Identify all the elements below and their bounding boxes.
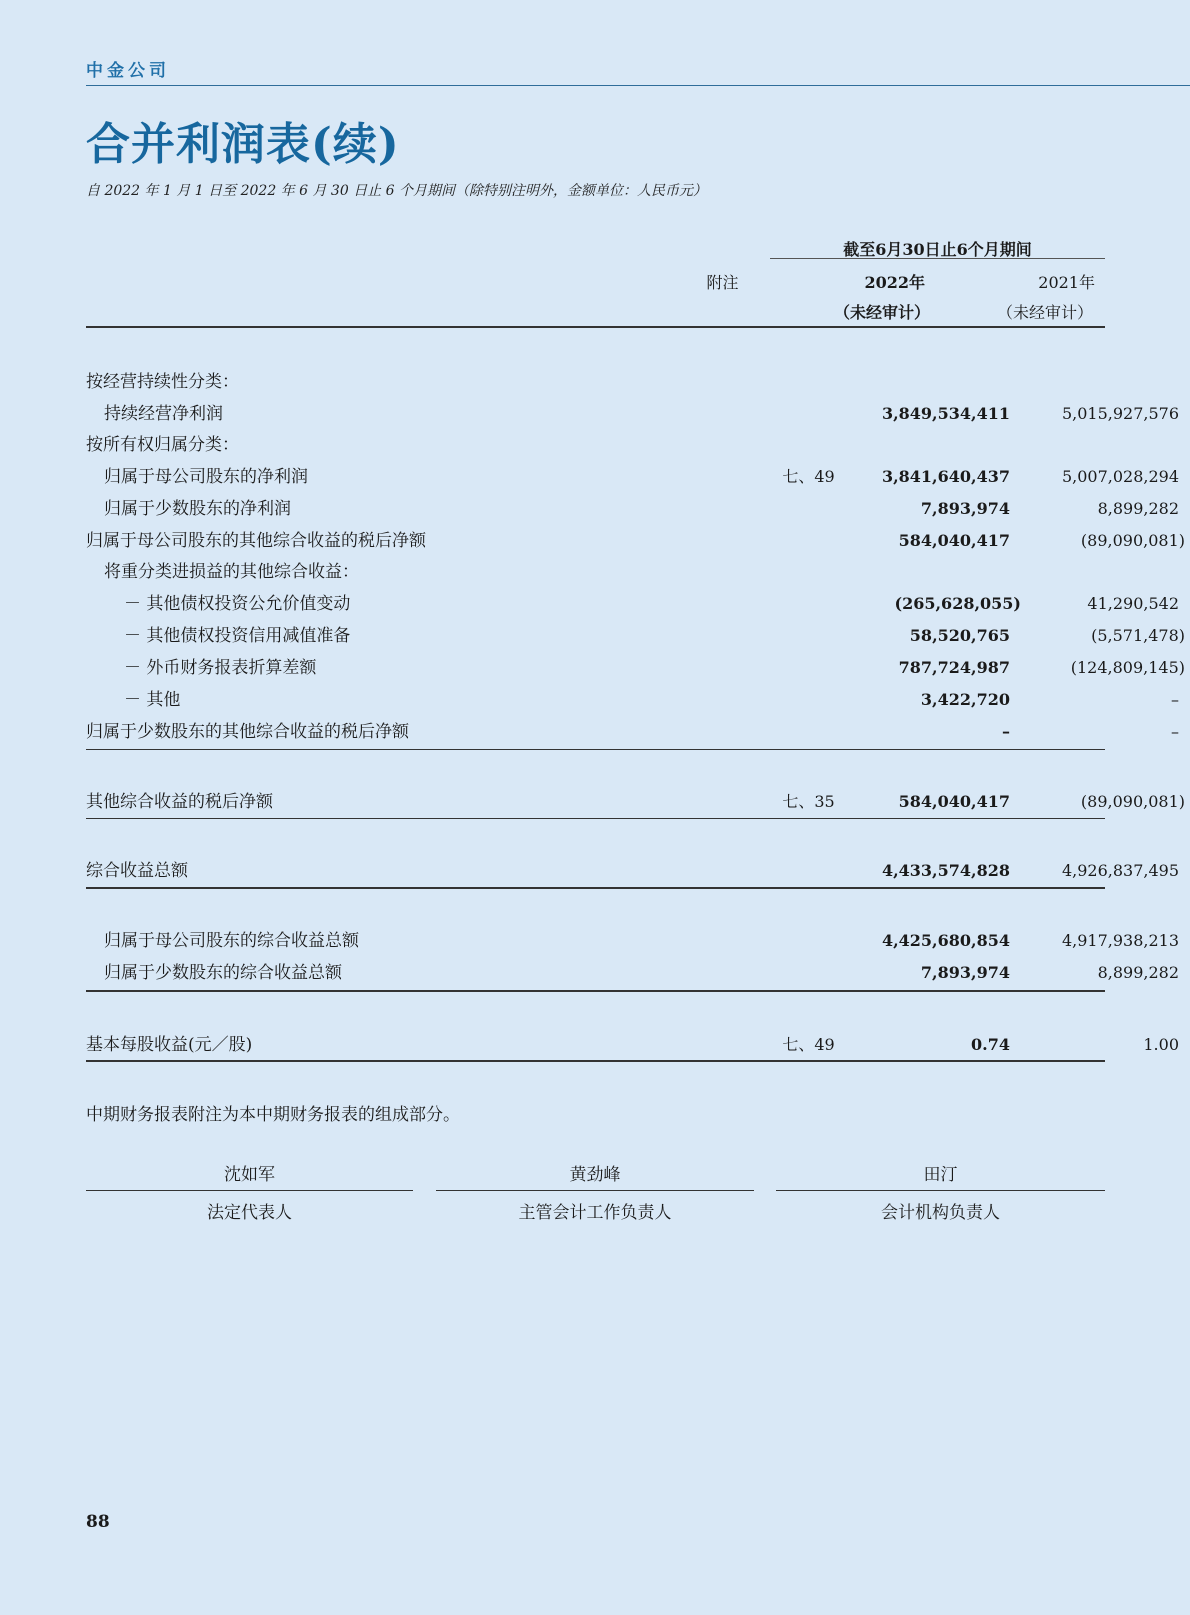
row-value-2022: 4,425,680,854 [881,931,1010,950]
table-row [86,654,1185,682]
column-header-period: 截至6月30日止6个月期间 [843,240,1032,259]
header-divider [86,326,1105,328]
table-row [86,718,1179,746]
column-header-audit-2022: （未经审计） [833,303,930,322]
table-row [86,368,1105,396]
row-label: 归属于少数股东的综合收益总额 [104,963,342,983]
table-row [86,959,1179,987]
row-label: 综合收益总额 [86,861,188,881]
section-divider [86,749,1105,750]
top-divider [86,85,1190,86]
page-number: 88 [86,1512,110,1532]
row-label: 其他综合收益的税后净额 [86,792,273,812]
row-value-2022: 4,433,574,828 [881,861,1010,880]
row-value-2022: 3,841,640,437 [881,467,1010,486]
row-label: － 外币财务报表折算差额 [124,658,317,678]
row-value-2021: (89,090,081) [1080,531,1185,550]
row-value-2022: 584,040,417 [898,792,1010,811]
row-value-2021: 4,917,938,213 [1061,931,1179,950]
signature-line [436,1190,754,1191]
row-value-2021: (124,809,145) [1070,658,1185,677]
table-row [86,622,1185,650]
company-name: 中金公司 [86,61,170,81]
table-row [86,431,1105,459]
row-value-2022: – [1002,722,1010,741]
row-value-2022: (265,628,055) [894,594,1021,613]
row-value-2021: 1.00 [1143,1035,1179,1054]
table-row [86,400,1179,428]
table-row [86,558,1105,586]
table-row [86,590,1179,618]
row-label: 基本每股收益(元／股) [86,1035,253,1055]
section-divider [86,887,1105,889]
signature-line [776,1190,1105,1191]
row-note: 七、35 [782,792,835,811]
row-value-2021: (5,571,478) [1091,626,1185,645]
row-label: 按经营持续性分类： [86,372,239,392]
row-value-2022: 58,520,765 [909,626,1010,645]
row-value-2021: 5,015,927,576 [1061,404,1179,423]
column-header-year-2021: 2021年 [1038,273,1095,292]
row-value-2022: 0.74 [971,1035,1010,1054]
row-value-2022: 3,849,534,411 [881,404,1010,423]
row-value-2021: 5,007,028,294 [1061,467,1179,486]
row-label: － 其他债权投资信用减值准备 [124,626,351,646]
row-label: 持续经营净利润 [104,404,223,424]
row-label: － 其他 [124,690,181,710]
signature-name: 田汀 [923,1165,958,1185]
row-value-2021: 8,899,282 [1097,499,1179,518]
row-label: 归属于少数股东的其他综合收益的税后净额 [86,722,409,742]
row-note: 七、49 [782,1035,835,1054]
signature-role: 会计机构负责人 [881,1203,1000,1223]
row-value-2022: 787,724,987 [898,658,1010,677]
row-value-2021: 41,290,542 [1087,594,1179,613]
table-row [86,927,1179,955]
table-row [86,527,1185,555]
signature-line [86,1190,413,1191]
row-value-2021: 4,926,837,495 [1061,861,1179,880]
row-label: 归属于母公司股东的其他综合收益的税后净额 [86,531,426,551]
column-header-audit-2021: （未经审计） [996,303,1093,322]
footnote: 中期财务报表附注为本中期财务报表的组成部分。 [86,1105,460,1125]
section-divider [86,990,1105,992]
row-label: 归属于母公司股东的综合收益总额 [104,931,359,951]
row-label: 将重分类进损益的其他综合收益： [104,562,359,582]
signature-role: 法定代表人 [207,1203,292,1223]
column-header-year-2022: 2022年 [864,273,925,292]
table-row [86,857,1179,885]
row-value-2021: – [1171,690,1179,709]
row-value-2022: 7,893,974 [920,499,1010,518]
page-title: 合并利润表(续) [86,119,400,170]
row-value-2022: 3,422,720 [920,690,1010,709]
signature-role: 主管会计工作负责人 [518,1203,672,1223]
signature-name: 黄劲峰 [569,1165,621,1185]
table-row [86,495,1179,523]
row-label: 归属于少数股东的净利润 [104,499,291,519]
table-row [86,788,1185,816]
row-value-2021: 8,899,282 [1097,963,1179,982]
row-label: － 其他债权投资公允价值变动 [124,594,351,614]
row-value-2021: (89,090,081) [1080,792,1185,811]
row-label: 按所有权归属分类： [86,435,239,455]
table-row [86,463,1179,491]
row-label: 归属于母公司股东的净利润 [104,467,308,487]
column-header-note: 附注 [706,273,739,292]
section-divider [86,1060,1105,1062]
table-row [86,686,1179,714]
page-subtitle: 自 2022 年 1 月 1 日至 2022 年 6 月 30 日止 6 个月期间（除特别注明外，金额单位：人民币元） [86,183,708,199]
row-note: 七、49 [782,467,835,486]
signature-name: 沈如军 [224,1165,275,1185]
period-divider [770,258,1105,259]
row-value-2022: 7,893,974 [920,963,1010,982]
row-value-2022: 584,040,417 [898,531,1010,550]
section-divider [86,818,1105,819]
table-row [86,1031,1179,1059]
row-value-2021: – [1171,722,1179,741]
